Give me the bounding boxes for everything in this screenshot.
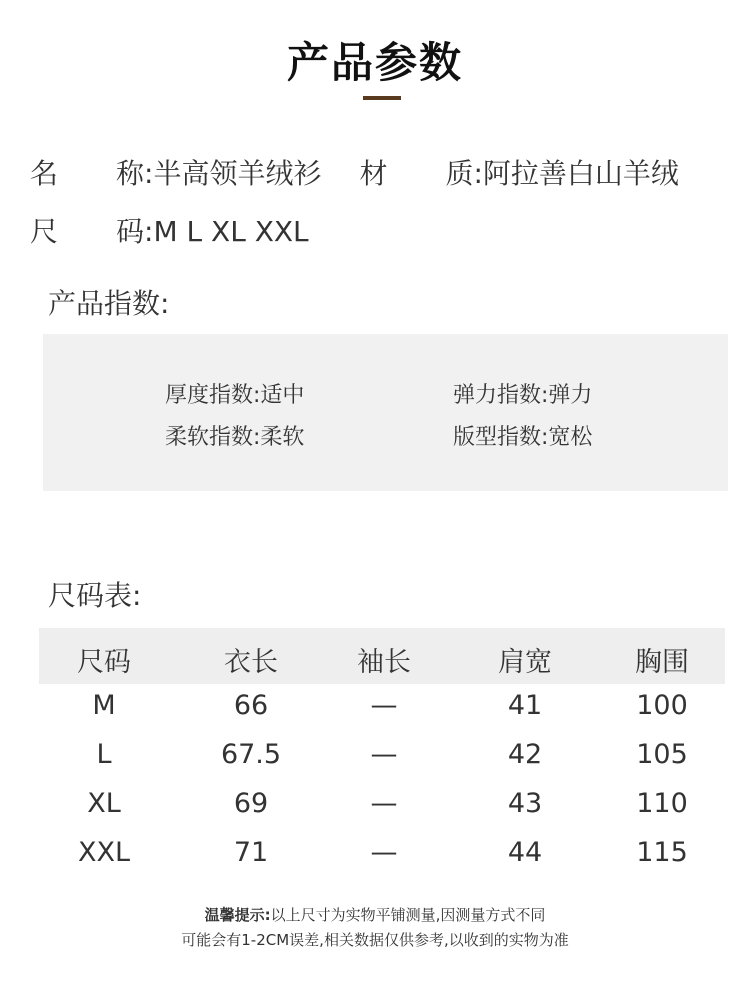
info-row-name-material [30,152,679,192]
name-label-second: 称: [116,157,154,190]
thickness-index: 厚度指数:适中 [165,383,305,408]
title-underline [363,96,401,100]
table-cell: 115 [636,837,688,868]
table-cell: — [370,690,398,721]
softness-index: 柔软指数:柔软 [165,425,305,450]
table-cell: M [92,690,116,721]
table-cell: 69 [233,788,269,819]
page-title: 产品参数 [286,38,463,87]
note-line-1 [0,904,750,925]
material-label-first: 材 [359,157,388,190]
size-value: M L XL XXL [153,215,309,248]
size-label-second: 码: [116,215,154,248]
column-header-sleeve: 袖长 [357,647,411,678]
table-cell: 44 [507,837,543,868]
column-header-chest: 胸围 [635,647,689,678]
table-cell: 41 [507,690,543,721]
table-cell: 71 [233,837,269,868]
size-chart-heading: 尺码表: [48,579,142,612]
table-cell: 67.5 [220,739,282,770]
table-cell: 100 [636,690,688,721]
column-header-shoulder: 肩宽 [498,647,552,678]
table-cell: L [96,739,112,770]
material-value: 阿拉善白山羊绒 [482,157,679,190]
material-label-second: 质: [445,157,483,190]
column-header-size: 尺码 [77,647,131,678]
name-value: 半高领羊绒衫 [153,157,322,190]
note-text-1: 以上尺寸为实物平铺测量,因测量方式不同 [270,906,546,924]
note-prefix: 温馨提示: [204,906,271,924]
table-cell: 66 [233,690,269,721]
elasticity-index: 弹力指数:弹力 [453,383,593,408]
table-cell: 110 [636,788,688,819]
fit-index: 版型指数:宽松 [453,425,593,450]
info-row-size [30,210,309,250]
table-cell: — [370,788,398,819]
table-cell: 105 [636,739,688,770]
table-cell: 43 [507,788,543,819]
table-cell: XL [87,788,121,819]
product-index-panel [43,334,728,491]
note-line-2: 可能会有1-2CM误差,相关数据仅供参考,以收到的实物为准 [181,931,569,949]
product-index-heading: 产品指数: [48,287,170,320]
column-header-length: 衣长 [224,647,278,678]
table-cell: 42 [507,739,543,770]
name-label-first: 名 [30,157,59,190]
size-label-first: 尺 [30,215,59,248]
table-cell: XXL [77,837,131,868]
table-cell: — [370,837,398,868]
table-cell: — [370,739,398,770]
